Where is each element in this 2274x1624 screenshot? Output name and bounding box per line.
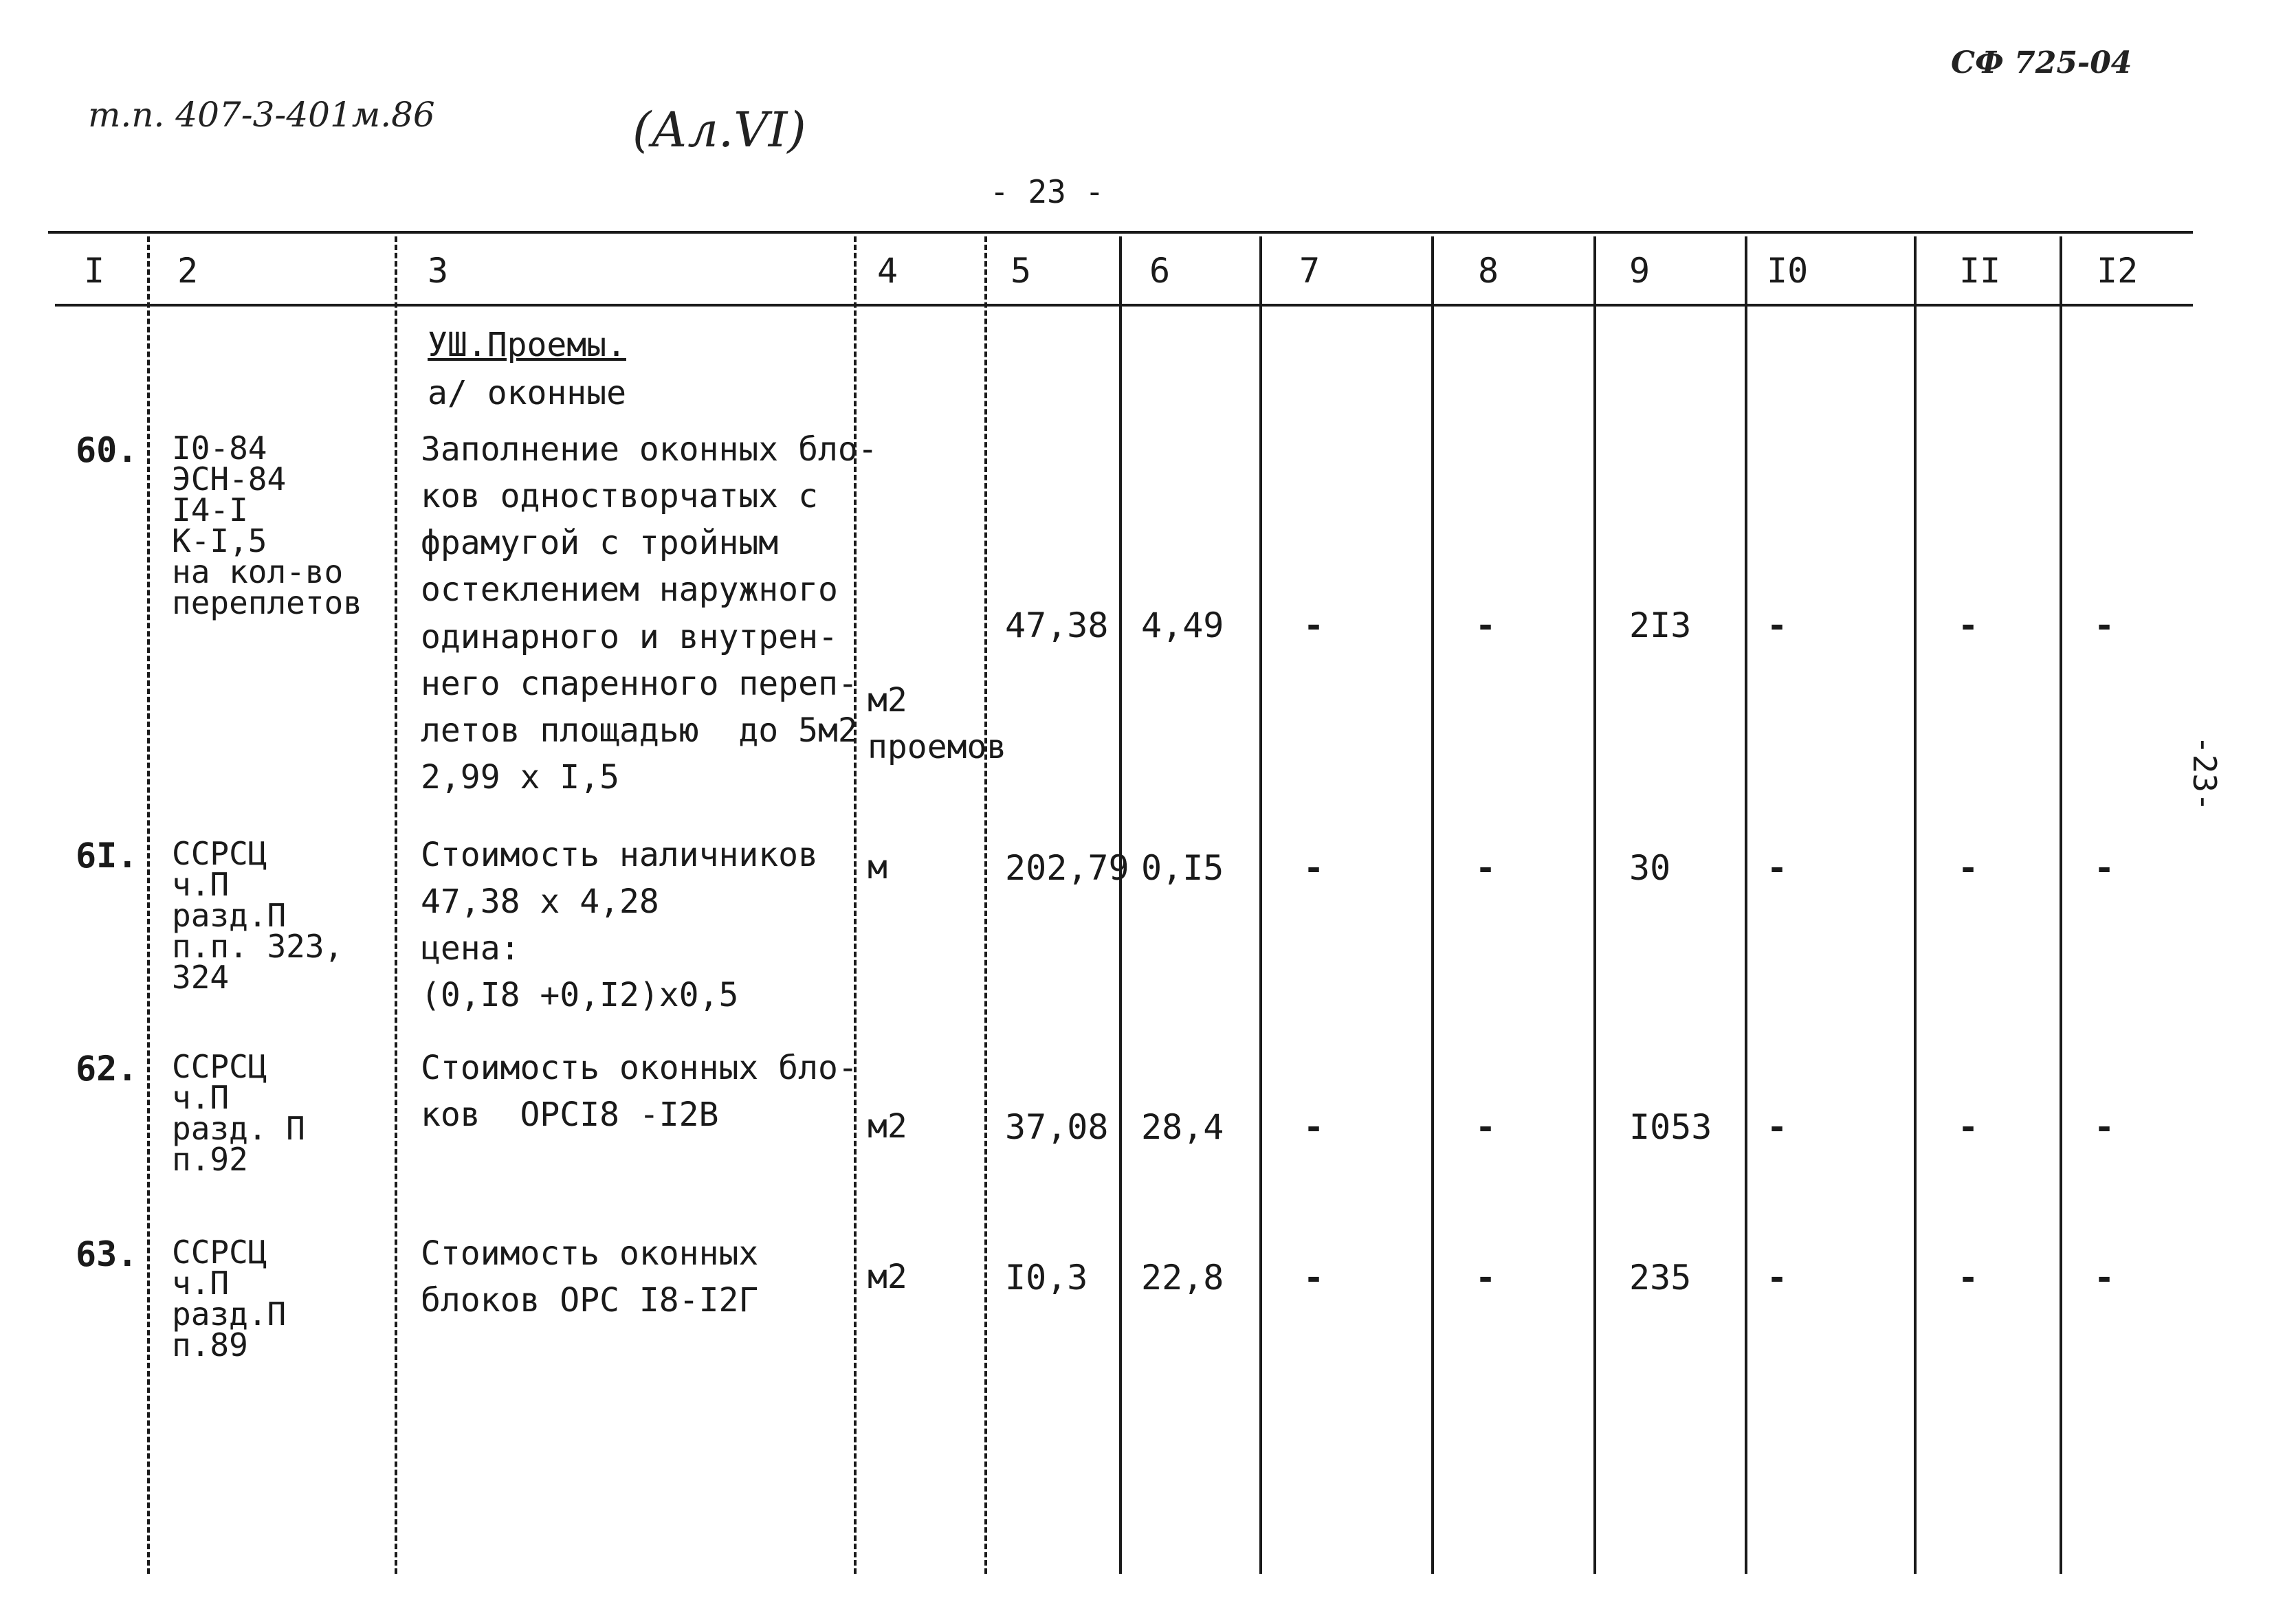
column-header: I0 [1767,251,1809,291]
row-col12-value: - [2094,605,2115,645]
column-divider [1745,236,1747,1574]
column-header: I2 [2097,251,2139,291]
row-col12-value: - [2094,1258,2115,1298]
document-code: т.п. 407-3-401м.86 [88,95,435,135]
column-divider [1914,236,1917,1574]
row-unit: м2 [868,1107,907,1146]
column-divider [147,236,150,1574]
row-col8-value: - [1475,605,1497,645]
row-col9-value: I053 [1629,1107,1712,1147]
column-header: I [84,251,105,291]
row-col7-value: - [1303,1258,1325,1298]
page-number-side: -23- [2186,735,2223,812]
row-col7-value: - [1303,605,1325,645]
column-divider [1259,236,1262,1574]
row-col6-value: 4,49 [1141,605,1224,645]
column-header: II [1959,251,2001,291]
column-divider [984,236,987,1574]
column-header: 3 [428,251,449,291]
row-col10-value: - [1767,1107,1788,1147]
header-bottom-rule [55,304,2193,307]
row-col12-value: - [2094,848,2115,888]
row-number: 6I. [76,836,138,876]
row-col5-value: 37,08 [1005,1107,1109,1147]
row-col8-value: - [1475,848,1497,888]
row-unit: м2 [868,1258,907,1296]
row-col10-value: - [1767,848,1788,888]
column-divider [2060,236,2062,1574]
row-number: 63. [76,1234,138,1274]
row-col11-value: - [1958,848,1979,888]
row-col5-value: I0,3 [1005,1258,1088,1298]
section-subtitle: а/ оконные [428,374,626,412]
column-header: 9 [1629,251,1651,291]
row-col10-value: - [1767,605,1788,645]
row-code: ССРСЦ ч.П разд.П п.89 [172,1234,287,1364]
row-col9-value: 2I3 [1629,605,1692,645]
row-unit: м [868,848,887,887]
row-col7-value: - [1303,848,1325,888]
row-col5-value: 47,38 [1005,605,1109,645]
row-code: ССРСЦ ч.П разд.П п.п. 323, 324 [172,835,344,997]
row-col9-value: 235 [1629,1258,1692,1298]
row-col9-value: 30 [1629,848,1671,888]
row-col11-value: - [1958,1258,1979,1298]
row-code: I0-84 ЭСН-84 I4-I К-I,5 на кол-во переплетов [172,430,362,622]
row-col6-value: 28,4 [1141,1107,1224,1147]
column-header: 8 [1478,251,1499,291]
table-top-rule [48,231,2193,234]
row-col6-value: 0,I5 [1141,848,1224,888]
column-divider [395,236,397,1574]
column-header: 4 [877,251,898,291]
section-title: УШ.Проемы. [428,326,626,364]
row-unit: м2 проемов [868,681,1007,767]
row-col11-value: - [1958,605,1979,645]
row-number: 62. [76,1049,138,1089]
row-col8-value: - [1475,1258,1497,1298]
row-col7-value: - [1303,1107,1325,1147]
row-col6-value: 22,8 [1141,1258,1224,1298]
column-divider [1119,236,1122,1574]
row-description: Стоимость оконных бло- ков ОРСI8 -I2В [421,1049,858,1135]
row-description: Стоимость оконных блоков ОРС I8-I2Г [421,1234,759,1320]
row-col11-value: - [1958,1107,1979,1147]
archive-code: СФ 725-04 [1951,45,2132,80]
column-divider [1593,236,1596,1574]
row-code: ССРСЦ ч.П разд. П п.92 [172,1048,305,1179]
row-col12-value: - [2094,1107,2115,1147]
sheet-label: (Ал.VI) [632,102,806,158]
column-header: 5 [1011,251,1032,291]
row-number: 60. [76,430,138,470]
column-header: 2 [177,251,199,291]
column-header: 6 [1149,251,1171,291]
row-description: Стоимость наличников 47,38 х 4,28 цена: (0,I8 +0,I2)х0,5 [421,836,818,1015]
page-number: - 23 - [990,173,1105,210]
column-divider [1431,236,1434,1574]
row-col10-value: - [1767,1258,1788,1298]
row-col8-value: - [1475,1107,1497,1147]
column-header: 7 [1299,251,1321,291]
row-col5-value: 202,79 [1005,848,1129,888]
row-description: Заполнение оконных бло- ков одностворчатых с фрамугой с тройным остеклением наружного одинарного и внутрен- него спаренного переп- летов площадью до 5м2 2,99 х I,5 [421,430,878,797]
